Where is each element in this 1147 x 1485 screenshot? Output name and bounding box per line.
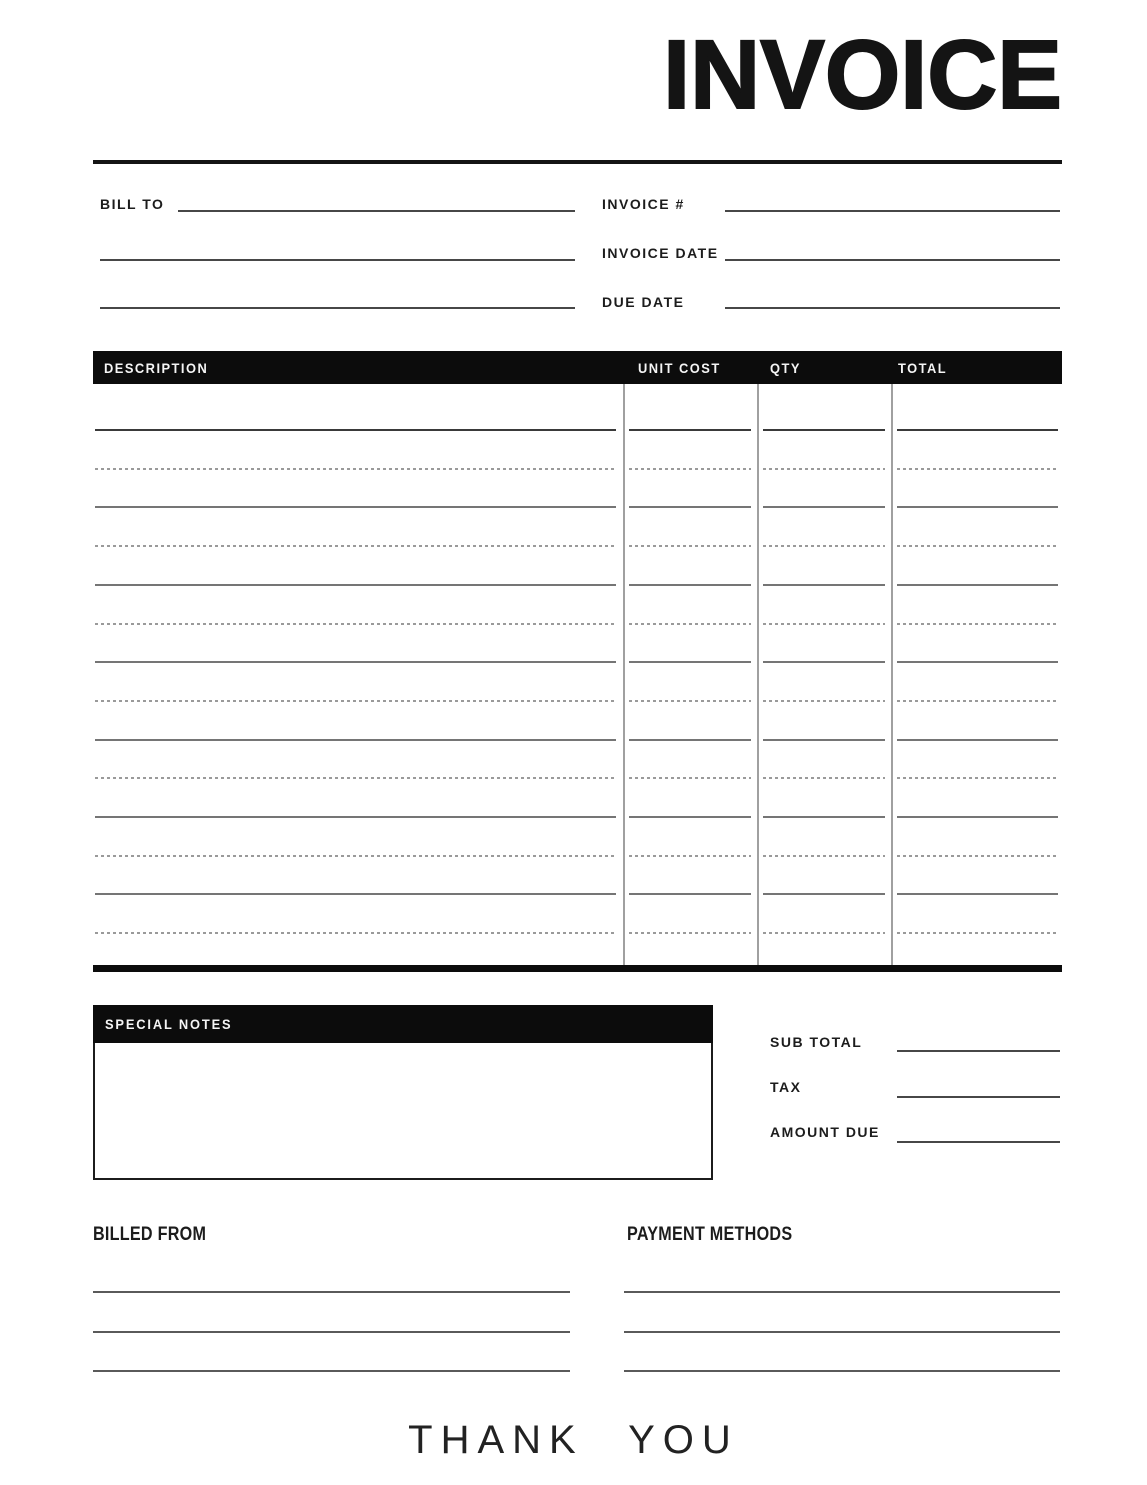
thank-you-text: THANK YOU [408, 1418, 739, 1462]
item-row-11-cell-line-3[interactable] [763, 816, 885, 818]
item-row-13-cell-line-4[interactable] [897, 893, 1058, 895]
invoice-date-field-line[interactable] [725, 259, 1060, 261]
item-row-5-cell-line-1[interactable] [95, 584, 616, 586]
billed-from-field-line-1[interactable] [93, 1291, 570, 1293]
special-notes-box[interactable] [93, 1005, 713, 1180]
item-row-12-cell-line-2[interactable] [629, 855, 751, 857]
item-row-13-cell-line-2[interactable] [629, 893, 751, 895]
item-row-6-cell-line-2[interactable] [629, 623, 751, 625]
item-row-10-cell-line-2[interactable] [629, 777, 751, 779]
item-row-14-cell-line-4[interactable] [897, 932, 1058, 934]
billed-from-label: BILLED FROM [93, 1224, 207, 1245]
item-row-11-cell-line-1[interactable] [95, 816, 616, 818]
items-table-header [93, 351, 1062, 384]
amount-due-label: AMOUNT DUE [770, 1124, 880, 1140]
item-row-5-cell-line-3[interactable] [763, 584, 885, 586]
billed-from-field-line-3[interactable] [93, 1370, 570, 1372]
item-row-14-cell-line-1[interactable] [95, 932, 616, 934]
due-date-label: DUE DATE [602, 294, 685, 310]
item-row-2-cell-line-1[interactable] [95, 468, 616, 470]
due-date-field-line[interactable] [725, 307, 1060, 309]
item-row-7-cell-line-2[interactable] [629, 661, 751, 663]
item-row-5-cell-line-2[interactable] [629, 584, 751, 586]
item-row-7-cell-line-1[interactable] [95, 661, 616, 663]
item-row-12-cell-line-1[interactable] [95, 855, 616, 857]
item-row-8-cell-line-1[interactable] [95, 700, 616, 702]
bill-to-field-line-3[interactable] [100, 307, 575, 309]
item-row-9-cell-line-4[interactable] [897, 739, 1058, 741]
billed-from-field-line-2[interactable] [93, 1331, 570, 1333]
item-row-10-cell-line-3[interactable] [763, 777, 885, 779]
page-title: INVOICE [663, 20, 1062, 129]
item-row-2-cell-line-3[interactable] [763, 468, 885, 470]
item-row-12-cell-line-3[interactable] [763, 855, 885, 857]
item-row-4-cell-line-4[interactable] [897, 545, 1058, 547]
invoice-number-field-line[interactable] [725, 210, 1060, 212]
item-row-6-cell-line-3[interactable] [763, 623, 885, 625]
payment-methods-field-line-2[interactable] [624, 1331, 1060, 1333]
column-separator-3 [891, 384, 893, 966]
item-row-8-cell-line-3[interactable] [763, 700, 885, 702]
item-row-7-cell-line-4[interactable] [897, 661, 1058, 663]
item-row-3-cell-line-4[interactable] [897, 506, 1058, 508]
bill-to-field-line-1[interactable] [178, 210, 575, 212]
header-divider-rule [93, 160, 1062, 164]
column-header-total: TOTAL [898, 359, 948, 376]
sub-total-label: SUB TOTAL [770, 1034, 863, 1050]
item-row-3-cell-line-3[interactable] [763, 506, 885, 508]
sub-total-field-line[interactable] [897, 1050, 1060, 1052]
item-row-9-cell-line-3[interactable] [763, 739, 885, 741]
item-row-1-cell-line-3[interactable] [763, 429, 885, 431]
column-header-unit-cost: UNIT COST [638, 359, 721, 376]
item-row-11-cell-line-4[interactable] [897, 816, 1058, 818]
column-separator-1 [623, 384, 625, 966]
payment-methods-field-line-1[interactable] [624, 1291, 1060, 1293]
column-separator-2 [757, 384, 759, 966]
item-row-1-cell-line-4[interactable] [897, 429, 1058, 431]
special-notes-label: SPECIAL NOTES [105, 1016, 233, 1032]
column-header-description: DESCRIPTION [104, 359, 209, 376]
item-row-13-cell-line-1[interactable] [95, 893, 616, 895]
item-row-11-cell-line-2[interactable] [629, 816, 751, 818]
item-row-9-cell-line-1[interactable] [95, 739, 616, 741]
item-row-3-cell-line-2[interactable] [629, 506, 751, 508]
invoice-date-label: INVOICE DATE [602, 245, 719, 261]
payment-methods-field-line-3[interactable] [624, 1370, 1060, 1372]
item-row-6-cell-line-1[interactable] [95, 623, 616, 625]
bill-to-field-line-2[interactable] [100, 259, 575, 261]
item-row-12-cell-line-4[interactable] [897, 855, 1058, 857]
amount-due-field-line[interactable] [897, 1141, 1060, 1143]
invoice-number-label: INVOICE # [602, 196, 685, 212]
column-header-qty: QTY [770, 359, 801, 376]
item-row-3-cell-line-1[interactable] [95, 506, 616, 508]
table-bottom-rule [93, 965, 1062, 972]
item-row-9-cell-line-2[interactable] [629, 739, 751, 741]
item-row-2-cell-line-2[interactable] [629, 468, 751, 470]
payment-methods-label: PAYMENT METHODS [627, 1224, 793, 1245]
item-row-14-cell-line-2[interactable] [629, 932, 751, 934]
item-row-7-cell-line-3[interactable] [763, 661, 885, 663]
item-row-1-cell-line-1[interactable] [95, 429, 616, 431]
item-row-10-cell-line-4[interactable] [897, 777, 1058, 779]
item-row-10-cell-line-1[interactable] [95, 777, 616, 779]
item-row-5-cell-line-4[interactable] [897, 584, 1058, 586]
item-row-4-cell-line-1[interactable] [95, 545, 616, 547]
item-row-13-cell-line-3[interactable] [763, 893, 885, 895]
tax-field-line[interactable] [897, 1096, 1060, 1098]
item-row-1-cell-line-2[interactable] [629, 429, 751, 431]
tax-label: TAX [770, 1079, 802, 1095]
special-notes-header [93, 1005, 713, 1043]
item-row-4-cell-line-2[interactable] [629, 545, 751, 547]
item-row-8-cell-line-4[interactable] [897, 700, 1058, 702]
item-row-6-cell-line-4[interactable] [897, 623, 1058, 625]
bill-to-label: BILL TO [100, 196, 165, 212]
item-row-14-cell-line-3[interactable] [763, 932, 885, 934]
item-row-4-cell-line-3[interactable] [763, 545, 885, 547]
item-row-8-cell-line-2[interactable] [629, 700, 751, 702]
item-row-2-cell-line-4[interactable] [897, 468, 1058, 470]
